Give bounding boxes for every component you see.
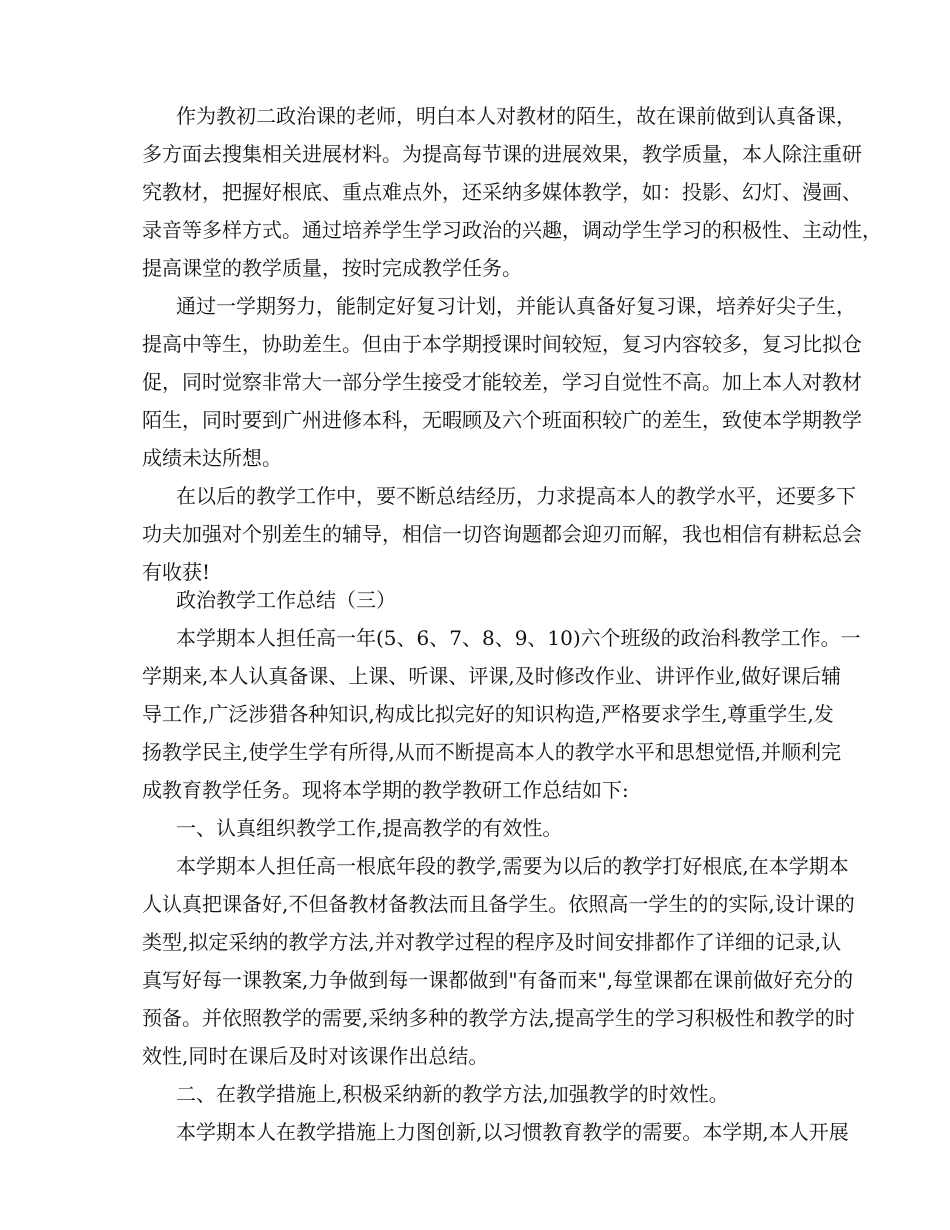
text-line: 学期来,本人认真备课、上课、听课、评课,及时修改作业、讲评作业,做好课后辅 bbox=[142, 664, 842, 688]
text-line: 本学期本人担任高一根底年段的教学,需要为以后的教学打好根底,在本学期本 bbox=[176, 854, 849, 878]
text-line: 促，同时觉察非常大一部分学生接受才能较差，学习自觉性不高。加上本人对教材 bbox=[142, 370, 862, 394]
text-line: 录音等多样方式。通过培养学生学习政治的兴趣，调动学生学习的积极性、主动性， bbox=[142, 218, 882, 242]
text-line: 作为教初二政治课的老师，明白本人对教材的陌生，故在课前做到认真备课， bbox=[176, 104, 856, 128]
text-line: 在以后的教学工作中，要不断总结经历，力求提高本人的教学水平，还要多下 bbox=[176, 484, 856, 508]
text-line: 通过一学期努力，能制定好复习计划，并能认真备好复习课，培养好尖子生， bbox=[176, 294, 856, 318]
text-line: 有收获! bbox=[142, 560, 211, 584]
text-line: 功夫加强对个别差生的辅导，相信一切咨询题都会迎刃而解，我也相信有耕耘总会 bbox=[142, 522, 862, 546]
text-line: 多方面去搜集相关进展材料。为提高每节课的进展效果，教学质量，本人除注重研 bbox=[142, 142, 862, 166]
text-line: 提高课堂的教学质量，按时完成教学任务。 bbox=[142, 256, 522, 280]
text-line: 效性,同时在课后及时对该课作出总结。 bbox=[142, 1044, 489, 1068]
subsection-heading: 二、在教学措施上,积极采纳新的教学方法,加强教学的时效性。 bbox=[176, 1082, 729, 1106]
section-heading: 政治教学工作总结（三） bbox=[176, 588, 396, 612]
text-line: 陌生，同时要到广州进修本科，无暇顾及六个班面积较广的差生，致使本学期教学 bbox=[142, 408, 862, 432]
text-line: 类型,拟定采纳的教学方法,并对教学过程的程序及时间安排都作了详细的记录,认 bbox=[142, 930, 842, 954]
subsection-heading: 一、认真组织教学工作,提高教学的有效性。 bbox=[176, 816, 563, 840]
text-line: 究教材，把握好根底、重点难点外，还采纳多媒体教学，如：投影、幻灯、漫画、 bbox=[142, 180, 862, 204]
text-line: 本学期本人担任高一年(5、6、7、8、9、10)六个班级的政治科教学工作。一 bbox=[176, 626, 861, 650]
text-line: 导工作,广泛涉猎各种知识,构成比拟完好的知识构造,严格要求学生,尊重学生,发 bbox=[142, 702, 834, 726]
text-line: 人认真把课备好,不但备教材备教法而且备学生。依照高一学生的的实际,设计课的 bbox=[142, 892, 855, 916]
text-line: 成教育教学任务。现将本学期的教学教研工作总结如下: bbox=[142, 778, 629, 802]
text-line: 成绩未达所想。 bbox=[142, 446, 282, 470]
text-line: 提高中等生，协助差生。但由于本学期授课时间较短，复习内容较多，复习比拟仓 bbox=[142, 332, 862, 356]
text-line: 预备。并依照教学的需要,采纳多种的教学方法,提高学生的学习积极性和教学的时 bbox=[142, 1006, 855, 1030]
text-line: 扬教学民主,使学生学有所得,从而不断提高本人的教学水平和思想觉悟,并顺利完 bbox=[142, 740, 842, 764]
text-line: 本学期本人在教学措施上力图创新,以习惯教育教学的需要。本学期,本人开展 bbox=[176, 1120, 849, 1144]
text-line: 真写好每一课教案,力争做到每一课都做到"有备而来",每堂课都在课前做好充分的 bbox=[142, 968, 854, 992]
